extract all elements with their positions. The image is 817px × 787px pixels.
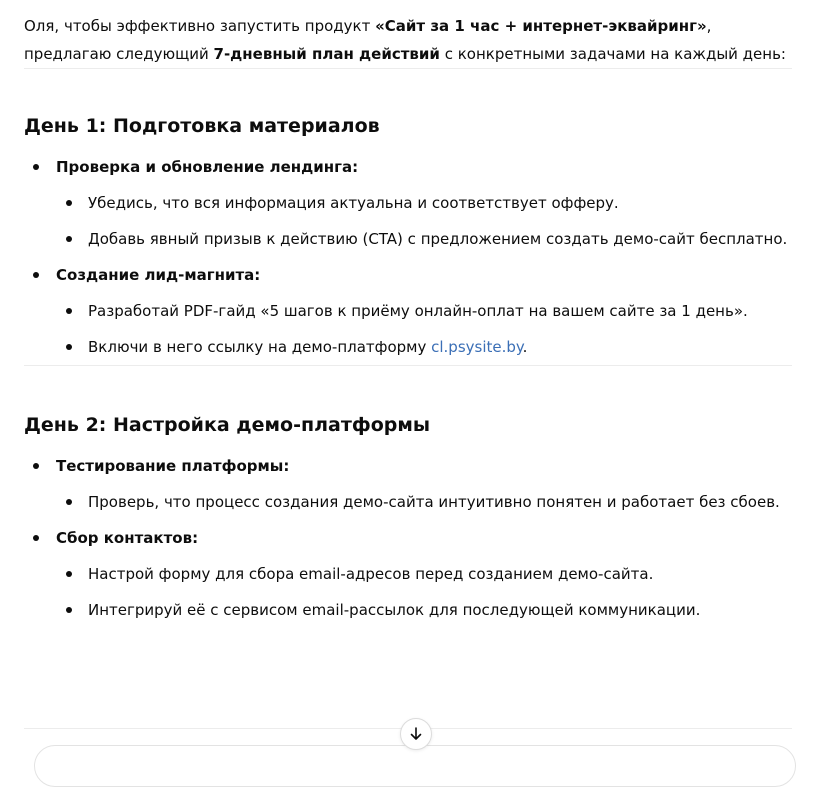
day-1-list xyxy=(24,149,792,365)
link-suffix: . xyxy=(522,338,528,356)
list-item-text: Включи в него ссылку на демо-платформу xyxy=(88,338,432,356)
list-item xyxy=(24,520,792,628)
sub-list xyxy=(56,185,792,257)
intro-paragraph xyxy=(24,12,792,68)
list-item: Настрой форму для сбора email-адресов перед созданием демо-сайта. xyxy=(56,556,792,592)
plan-name: 7-дневный план действий xyxy=(213,45,440,63)
product-name: «Сайт за 1 час + интернет-эквайринг» xyxy=(375,17,707,35)
list-item: Добавь явный призыв к действию (CTA) с предложением создать демо-сайт бесплатно. xyxy=(56,221,792,257)
sub-list xyxy=(56,556,792,628)
group-title: Тестирование платформы: xyxy=(56,457,290,475)
sub-list xyxy=(56,484,792,520)
intro-text-1: Оля, чтобы эффективно запустить продукт xyxy=(24,17,376,35)
divider xyxy=(24,365,792,366)
group-title: Проверка и обновление лендинга: xyxy=(56,158,359,176)
day-2-list xyxy=(24,448,792,628)
scroll-down-button[interactable] xyxy=(400,718,432,750)
list-item xyxy=(24,149,792,257)
intro-text-2: , предлагаю следующий xyxy=(24,17,712,63)
message-composer[interactable] xyxy=(34,745,796,787)
sub-list xyxy=(56,293,792,365)
day-2-heading: День 2: Настройка демо-платформы xyxy=(24,414,431,436)
group-title: Создание лид-магнита: xyxy=(56,266,261,284)
demo-platform-link[interactable]: cl.psysite.by xyxy=(431,338,523,356)
day-1-heading: День 1: Подготовка материалов xyxy=(24,115,380,137)
list-item: Проверь, что процесс создания демо-сайта интуитивно понятен и работает без сбоев. xyxy=(56,484,792,520)
list-item: Интегрируй её с сервисом email-рассылок для последующей коммуникации. xyxy=(56,592,792,628)
divider xyxy=(24,68,792,69)
arrow-down-icon xyxy=(408,726,424,742)
list-item xyxy=(56,329,792,365)
list-item: Разработай PDF-гайд «5 шагов к приёму онлайн-оплат на вашем сайте за 1 день». xyxy=(56,293,792,329)
group-title: Сбор контактов: xyxy=(56,529,199,547)
intro-text-3: с конкретными задачами на каждый день: xyxy=(439,45,786,63)
chat-message xyxy=(24,0,792,628)
list-item xyxy=(24,257,792,365)
list-item: Убедись, что вся информация актуальна и соответствует офферу. xyxy=(56,185,792,221)
list-item xyxy=(24,448,792,520)
